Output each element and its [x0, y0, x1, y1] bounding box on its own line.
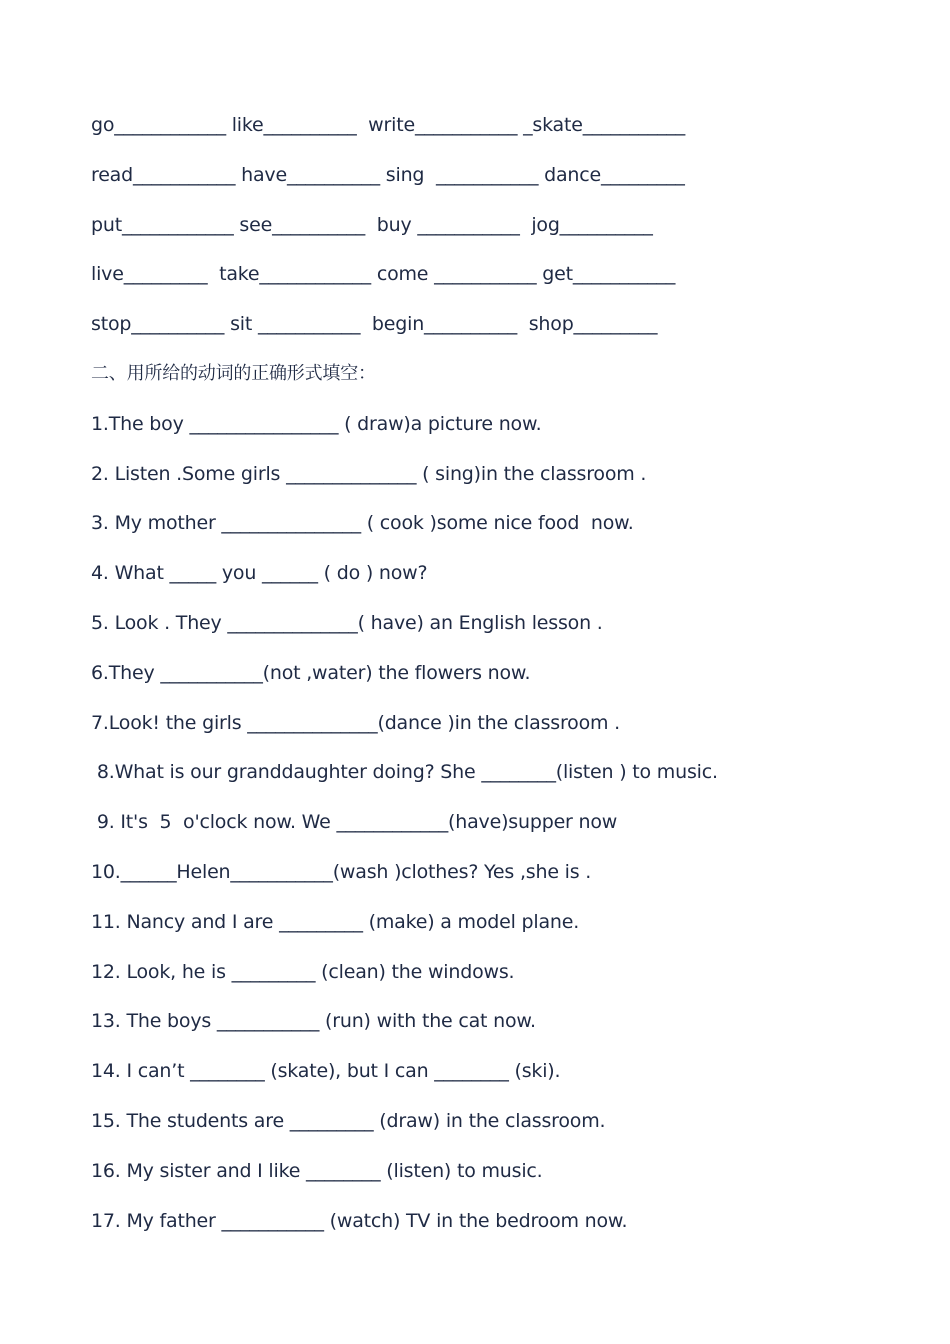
exercise-item: 17. My father ___________ (watch) TV in the bedroom now.	[91, 1209, 628, 1232]
exercise-item: 15. The students are _________ (draw) in the classroom.	[91, 1109, 606, 1132]
word-row: read___________ have__________ sing ___________ dance_________	[91, 163, 685, 186]
exercise-item: 14. I can’t ________ (skate), but I can ________ (ski).	[91, 1060, 561, 1083]
exercise-item: 2. Listen .Some girls ______________ ( sing)in the classroom .	[91, 462, 647, 485]
exercise-item: 1.The boy ________________ ( draw)a picture now.	[91, 412, 542, 435]
exercise-item: 10.______Helen___________(wash )clothes? Yes ,she is .	[91, 860, 592, 883]
word-row: stop__________ sit ___________ begin__________ shop_________	[91, 313, 658, 336]
word-row: put____________ see__________ buy ___________ jog__________	[91, 213, 653, 236]
section-heading: 二、用所给的动词的正确形式填空：	[91, 362, 376, 384]
exercise-item: 7.Look! the girls ______________(dance )in the classroom .	[91, 711, 621, 734]
exercise-item: 3. My mother _______________ ( cook )some nice food now.	[91, 512, 634, 535]
exercise-item: 6.They ___________(not ,water) the flowers now.	[91, 661, 531, 684]
exercise-item: 16. My sister and I like ________ (listen) to music.	[91, 1159, 543, 1182]
exercise-item: 5. Look . They ______________( have) an English lesson .	[91, 611, 603, 634]
exercise-item: 13. The boys ___________ (run) with the cat now.	[91, 1010, 536, 1033]
exercise-item: 4. What _____ you ______ ( do ) now?	[91, 562, 428, 585]
worksheet-content	[91, 110, 891, 1255]
exercise-item: 12. Look, he is _________ (clean) the windows.	[91, 960, 515, 983]
exercise-item: 11. Nancy and I are _________ (make) a model plane.	[91, 910, 580, 933]
word-row: live_________ take____________ come ___________ get___________	[91, 263, 676, 286]
word-row: go____________ like__________ write___________ _skate___________	[91, 114, 686, 136]
exercise-item: 9. It's 5 o'clock now. We ____________(have)supper now	[91, 811, 618, 834]
exercise-item: 8.What is our granddaughter doing? She ________(listen ) to music.	[91, 761, 718, 784]
